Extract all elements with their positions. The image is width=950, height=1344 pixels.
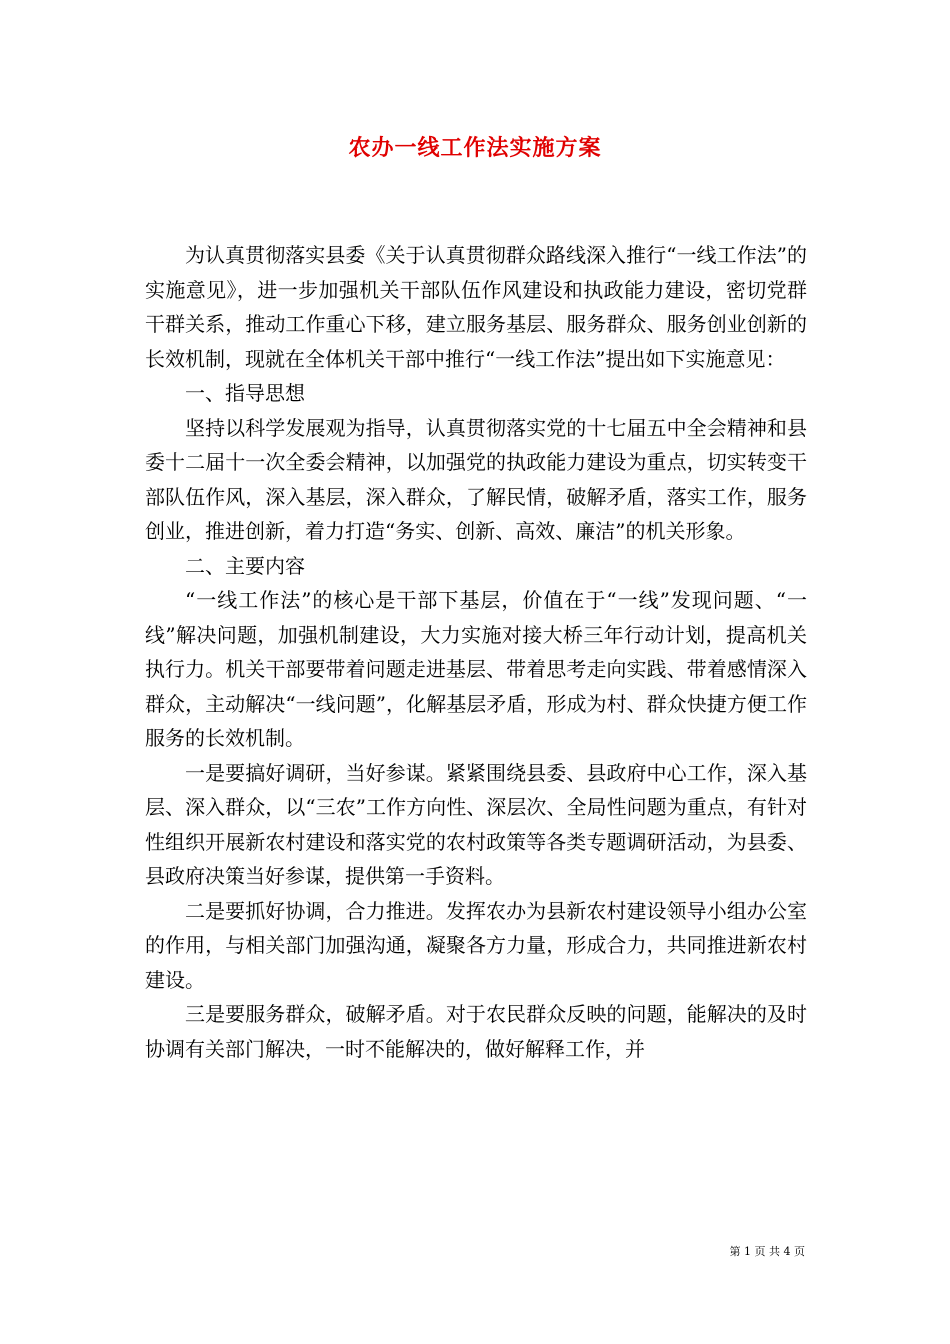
document-body [145,238,807,1066]
page-number-footer: 第 1 页 共 4 页 [729,1245,805,1258]
section-heading-guiding-ideology: 一、指导思想 [185,381,305,405]
document-title: 农办一线工作法实施方案 [348,135,602,161]
point-two-paragraph: 二是要抓好协调，合力推进。发挥农办为县新农村建设领导小组办公室的作用，与相关部门加强沟通，凝聚各方力量，形成合力，共同推进新农村建设。 [145,898,807,992]
intro-paragraph: 为认真贯彻落实县委《关于认真贯彻群众路线深入推行“一线工作法”的实施意见》，进一步加强机关干部队伍作风建设和执政能力建设，密切党群干群关系，推动工作重心下移，建立服务基层、服务群众、服务创业创新的长效机制，现就在全体机关干部中推行“一线工作法”提出如下实施意见： [145,243,807,371]
point-three-paragraph: 三是要服务群众，破解矛盾。对于农民群众反映的问题，能解决的及时协调有关部门解决，一时不能解决的，做好解释工作，并 [145,1002,807,1061]
main-content-paragraph: “一线工作法”的核心是干部下基层，价值在于“一线”发现问题、“一线”解决问题，加强机制建设，大力实施对接大桥三年行动计划，提高机关执行力。机关干部要带着问题走进基层、带着思考走向实践、带着感情深入群众，主动解决“一线问题”，化解基层矛盾，形成为村、群众快捷方便工作服务的长效机制。 [145,588,807,750]
point-one-paragraph: 一是要搞好调研，当好参谋。紧紧围绕县委、县政府中心工作，深入基层、深入群众，以“三农”工作方向性、深层次、全局性问题为重点，有针对性组织开展新农村建设和落实党的农村政策等各类专题调研活动，为县委、县政府决策当好参谋，提供第一手资料。 [145,760,807,888]
guiding-ideology-paragraph: 坚持以科学发展观为指导，认真贯彻落实党的十七届五中全会精神和县委十二届十一次全委会精神，以加强党的执政能力建设为重点，切实转变干部队伍作风，深入基层，深入群众，了解民情，破解矛盾，落实工作，服务创业，推进创新，着力打造“务实、创新、高效、廉洁”的机关形象。 [145,415,807,543]
section-heading-main-content: 二、主要内容 [185,553,305,578]
